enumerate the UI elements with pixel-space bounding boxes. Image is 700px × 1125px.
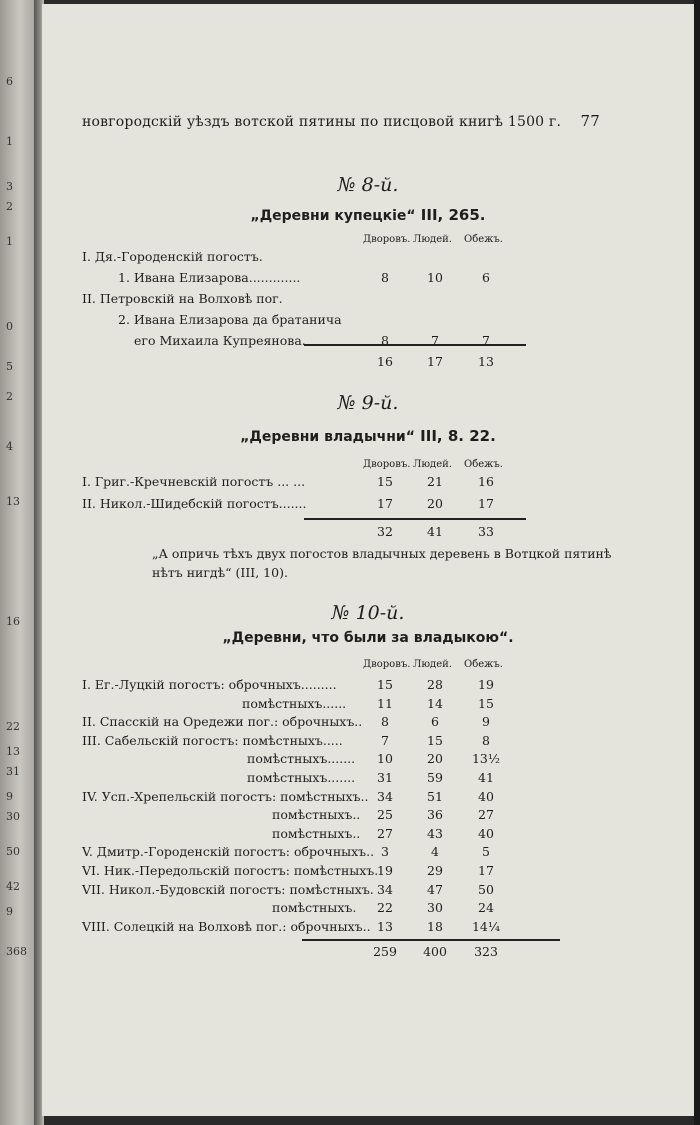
row-value: 18 <box>427 918 443 934</box>
row-value: 50 <box>478 881 494 897</box>
row-value: 13 <box>377 918 393 934</box>
row-value: 8 <box>381 333 389 348</box>
total-value: 400 <box>423 944 447 959</box>
table-row <box>42 291 694 309</box>
row-value: 17 <box>478 496 494 511</box>
total-value: 323 <box>474 944 498 959</box>
row-value: 8 <box>381 714 389 730</box>
row-value: 25 <box>377 807 393 823</box>
row-value: 27 <box>377 825 393 841</box>
table-row <box>42 474 694 492</box>
adjacent-page-fragment: 13 <box>6 745 20 758</box>
row-value: 7 <box>431 333 439 348</box>
table-row <box>42 789 694 807</box>
adjacent-page-fragment: 4 <box>6 440 13 453</box>
column-header: Людей. <box>413 459 452 470</box>
row-label: I. Дя.-Городенскiй погостъ. <box>82 249 263 264</box>
total-value: 41 <box>427 524 443 539</box>
table-row <box>42 714 694 732</box>
row-value: 4 <box>431 844 439 860</box>
row-label: IV. Усп.-Хрепельскiй погостъ: помѣстныхъ.. <box>82 788 369 804</box>
row-value: 34 <box>377 881 393 897</box>
row-value: 3 <box>381 844 389 860</box>
row-value: 16 <box>478 474 494 489</box>
table-row <box>42 249 694 267</box>
row-label: 1. Ивана Елизарова............. <box>118 270 301 285</box>
row-value: 9 <box>482 714 490 730</box>
row-value: 20 <box>427 751 443 767</box>
adjacent-page-fragment: 42 <box>6 880 20 893</box>
row-label: помѣстныхъ. <box>272 900 357 916</box>
row-value: 15 <box>377 677 393 692</box>
total-rule <box>302 939 560 941</box>
row-value: 10 <box>427 270 443 285</box>
row-label: помѣстныхъ.. <box>272 825 361 841</box>
table-row <box>42 496 694 514</box>
adjacent-page-fragment: 6 <box>6 75 13 88</box>
row-value: 14¼ <box>471 918 501 934</box>
adjacent-page-fragment: 31 <box>6 765 20 778</box>
table-row <box>42 900 694 918</box>
total-value: 33 <box>478 524 494 539</box>
column-header: Обежъ. <box>464 459 503 470</box>
section-number: № 10-й. <box>331 602 405 624</box>
adjacent-page-fragment: 368 <box>6 945 27 958</box>
row-label: VIII. Солецкiй на Волховѣ пог.: оброчныхъ.. <box>82 918 371 934</box>
running-title: новгородскiй уѣздъ вотской пятины по писцовой книгѣ 1500 г. <box>82 114 562 130</box>
section-note: „А опричь тѣхъ двух погостов владычных деревень в Вотцкой пятинѣ нѣтъ нигдѣ“ (III, 10). <box>152 546 612 580</box>
row-value: 22 <box>377 900 393 916</box>
table-row <box>42 919 694 937</box>
table-row <box>42 863 694 881</box>
section-title <box>42 630 694 646</box>
table-row <box>42 677 694 695</box>
adjacent-page-edge <box>0 0 36 1125</box>
total-value: 13 <box>478 354 494 369</box>
adjacent-page-fragment: 3 <box>6 180 13 193</box>
row-value: 10 <box>377 751 393 767</box>
section-title-text: „Деревни владычни“ <box>240 429 415 445</box>
running-head <box>82 114 662 130</box>
row-value: 24 <box>478 900 494 916</box>
table-row <box>42 770 694 788</box>
row-value: 27 <box>478 807 494 823</box>
section-reference: III, 8. 22. <box>414 427 496 445</box>
row-value: 17 <box>478 863 494 878</box>
row-value: 30 <box>427 900 443 916</box>
adjacent-page-fragment: 16 <box>6 615 20 628</box>
adjacent-page-fragment: 9 <box>6 790 13 803</box>
total-value: 16 <box>377 354 393 369</box>
row-value: 15 <box>478 695 494 711</box>
row-value: 28 <box>427 677 443 692</box>
row-value: 47 <box>427 881 443 897</box>
row-label: помѣстныхъ.. <box>272 807 361 823</box>
row-label: II. Петровскiй на Волховѣ пог. <box>82 291 283 306</box>
table-row <box>42 696 694 714</box>
row-label: V. Дмитр.-Городенскiй погостъ: оброчныхъ.. <box>82 844 375 860</box>
adjacent-page-fragment: 2 <box>6 390 13 403</box>
section-title <box>42 206 694 224</box>
row-label: VII. Никол.-Будовскiй погостъ: помѣстныхъ. <box>82 881 374 897</box>
table-row <box>42 882 694 900</box>
row-label: I. Ег.-Луцкiй погостъ: оброчныхъ......... <box>82 677 337 692</box>
column-header: Дворовъ. <box>363 234 411 245</box>
row-label: III. Сабельскiй погостъ: помѣстныхъ..... <box>82 732 343 748</box>
column-header: Обежъ. <box>464 659 503 670</box>
adjacent-page-fragment: 9 <box>6 905 13 918</box>
adjacent-page-fragment: 5 <box>6 360 13 373</box>
adjacent-page-fragment: 22 <box>6 720 20 733</box>
table-row <box>42 826 694 844</box>
total-value: 32 <box>377 524 393 539</box>
row-label: помѣстныхъ....... <box>247 770 356 785</box>
total-rule <box>304 518 526 520</box>
row-value: 41 <box>478 770 494 785</box>
total-value: 259 <box>373 944 397 959</box>
row-value: 15 <box>377 474 393 489</box>
row-label: помѣстныхъ...... <box>242 695 347 711</box>
row-value: 19 <box>377 863 393 878</box>
row-value: 34 <box>377 788 393 804</box>
row-label: VI. Ник.-Передольскiй погостъ: помѣстныхъ. <box>82 863 379 878</box>
section-reference: III, 265. <box>415 206 486 224</box>
column-header: Обежъ. <box>464 234 503 245</box>
row-value: 6 <box>482 270 490 285</box>
row-value: 13½ <box>471 751 501 767</box>
section-title-text: „Деревни купецкiе“ <box>250 208 416 224</box>
row-value: 14 <box>427 695 443 711</box>
row-value: 8 <box>482 732 490 748</box>
row-value: 29 <box>427 863 443 878</box>
row-value: 7 <box>381 732 389 748</box>
page-number: 77 <box>580 112 600 130</box>
total-rule <box>304 344 526 346</box>
table-row <box>42 270 694 288</box>
section-number: № 8-й. <box>337 174 399 196</box>
section-title <box>42 427 694 445</box>
table-row <box>42 751 694 769</box>
adjacent-page-fragment: 2 <box>6 200 13 213</box>
row-value: 15 <box>427 732 443 748</box>
column-header: Дворовъ. <box>363 659 411 670</box>
row-label: его Михаила Купреянова. <box>134 333 306 348</box>
row-value: 40 <box>478 788 494 804</box>
row-label: помѣстныхъ....... <box>247 751 356 767</box>
row-value: 5 <box>482 844 490 860</box>
table-row <box>42 733 694 751</box>
row-value: 21 <box>427 474 443 489</box>
row-value: 17 <box>377 496 393 511</box>
column-header: Людей. <box>413 659 452 670</box>
column-header: Дворовъ. <box>363 459 411 470</box>
row-label: I. Григ.-Кречневскiй погостъ ... ... <box>82 474 306 489</box>
row-value: 59 <box>427 770 443 785</box>
row-value: 6 <box>431 714 439 730</box>
book-page <box>42 4 694 1116</box>
table-row <box>42 312 694 330</box>
adjacent-page-fragment: 1 <box>6 235 13 248</box>
row-value: 7 <box>482 333 490 348</box>
row-label: II. Спасскiй на Оредежи пог.: оброчныхъ.. <box>82 714 363 730</box>
total-value: 17 <box>427 354 443 369</box>
row-label: II. Никол.-Шидебскiй погостъ....... <box>82 496 307 511</box>
section-title-text: „Деревни, что были за владыкою“. <box>222 630 514 646</box>
row-value: 51 <box>427 788 443 804</box>
table-row <box>42 844 694 862</box>
adjacent-page-fragment: 13 <box>6 495 20 508</box>
row-value: 36 <box>427 807 443 823</box>
row-value: 40 <box>478 825 494 841</box>
row-value: 43 <box>427 825 443 841</box>
row-label: 2. Ивана Елизарова да братанича <box>118 312 342 327</box>
adjacent-page-fragment: 1 <box>6 135 13 148</box>
row-value: 19 <box>478 677 494 692</box>
row-value: 8 <box>381 270 389 285</box>
adjacent-page-fragment: 30 <box>6 810 20 823</box>
column-header: Людей. <box>413 234 452 245</box>
page-edge-shadow <box>694 0 700 1125</box>
row-value: 31 <box>377 770 393 785</box>
table-row <box>42 807 694 825</box>
row-value: 20 <box>427 496 443 511</box>
adjacent-page-fragment: 50 <box>6 845 20 858</box>
row-value: 11 <box>377 695 393 711</box>
adjacent-page-fragment: 0 <box>6 320 13 333</box>
table-row <box>42 333 694 351</box>
section-number: № 9-й. <box>337 392 399 414</box>
